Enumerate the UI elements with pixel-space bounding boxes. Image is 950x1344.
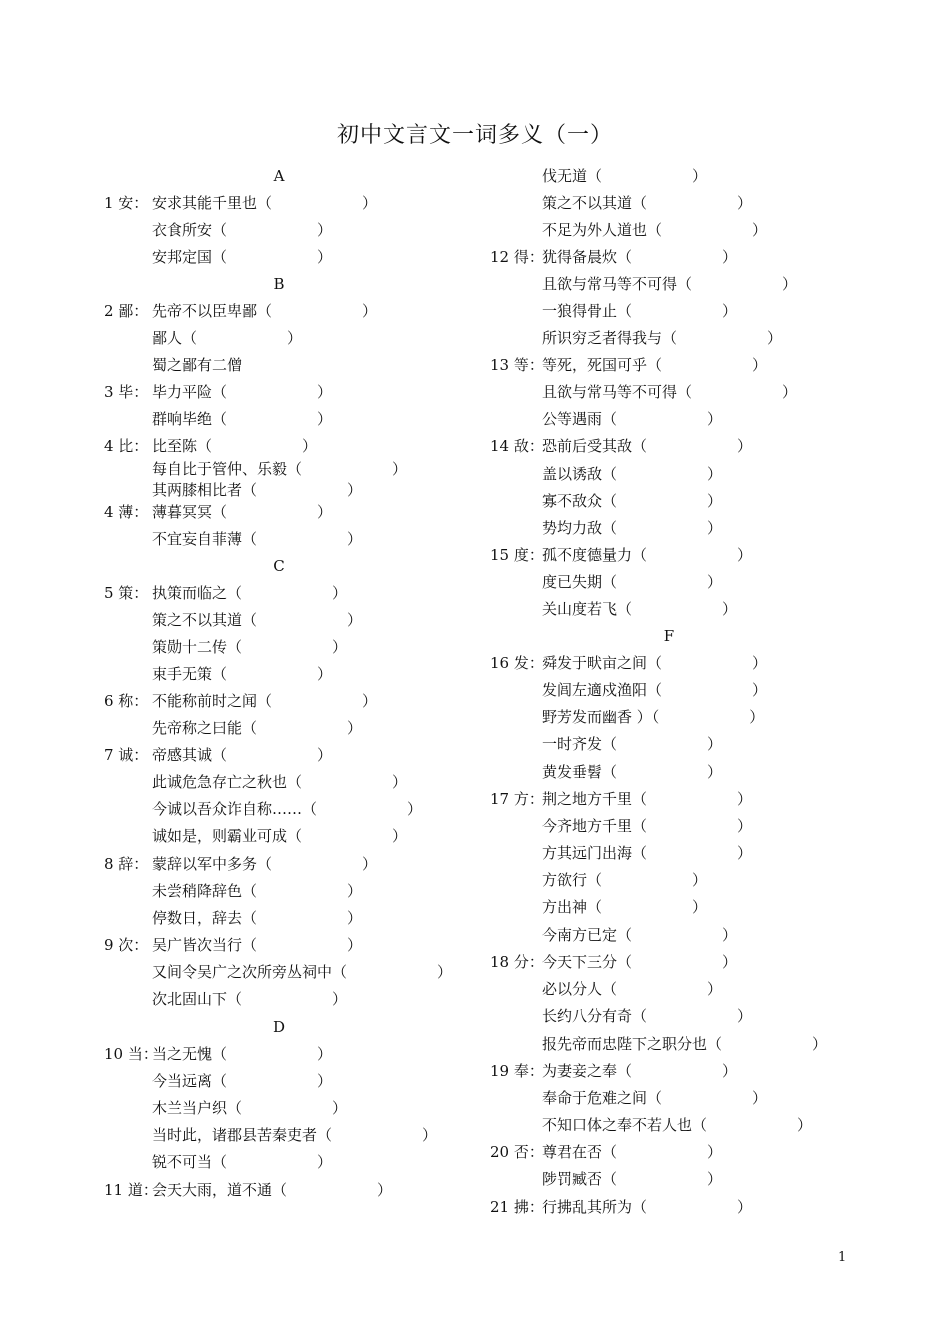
example-text: 鄙人（ ）: [152, 329, 303, 347]
example-text: 方出神（ ）: [542, 898, 708, 916]
example-text: 为妻妾之奉（ ）: [542, 1062, 738, 1080]
example-text: 伐无道（ ）: [542, 167, 708, 185]
example-text: 执策而临之（ ）: [152, 584, 348, 602]
example-text: 帝感其诚（ ）: [152, 746, 333, 764]
example-text: 关山度若飞（ ）: [542, 600, 738, 618]
entry-number: 12 得：: [490, 248, 544, 266]
example-text: 安邦定国（ ）: [152, 248, 333, 266]
example-text: 束手无策（ ）: [152, 665, 333, 683]
example-text: 等死，死国可乎（ ）: [542, 356, 768, 374]
example-text: 今当远离（ ）: [152, 1072, 333, 1090]
example-text: 孤不度德量力（ ）: [542, 546, 753, 564]
entry-number: 13 等：: [490, 356, 544, 374]
example-text: 荆之地方千里（ ）: [542, 790, 753, 808]
example-text: 会天大雨，道不通（ ）: [152, 1181, 393, 1199]
entry-number: 10 当：: [104, 1045, 158, 1063]
example-text: 发闾左適戍渔阳（ ）: [542, 681, 768, 699]
example-text: 野芳发而幽香 ）（ ）: [542, 708, 765, 726]
entry-number: 15 度：: [490, 546, 544, 564]
entry-number: 16 发：: [490, 654, 544, 672]
entry-number: 11 道：: [104, 1181, 158, 1199]
entry-number: 1 安：: [104, 194, 149, 212]
example-text: 所识穷乏者得我与（ ）: [542, 329, 783, 347]
entry-number: 4 比：: [104, 437, 149, 455]
entry-number: 21 拂：: [490, 1198, 544, 1216]
example-text: 尊君在否（ ）: [542, 1143, 723, 1161]
example-text: 此诚危急存亡之秋也（ ）: [152, 773, 408, 791]
example-text: 蒙辞以军中多务（ ）: [152, 855, 378, 873]
example-text: 策勋十二传（ ）: [152, 638, 348, 656]
example-text: 每自比于管仲、乐毅（ ）: [152, 460, 408, 478]
entry-number: 17 方：: [490, 790, 544, 808]
example-text: 策之不以其道（ ）: [152, 611, 363, 629]
example-text: 不足为外人道也（ ）: [542, 221, 768, 239]
example-text: 奉命于危难之间（ ）: [542, 1089, 768, 1107]
entry-number: 2 鄙：: [104, 302, 149, 320]
entry-number: 6 称：: [104, 692, 149, 710]
entry-number: 3 毕：: [104, 383, 149, 401]
example-text: 当之无愧（ ）: [152, 1045, 333, 1063]
example-text: 今齐地方千里（ ）: [542, 817, 753, 835]
example-text: 黄发垂髫（ ）: [542, 763, 723, 781]
example-text: 公等遇雨（ ）: [542, 410, 723, 428]
entry-number: 4 薄：: [104, 503, 149, 521]
example-text: 舜发于畎亩之间（ ）: [542, 654, 768, 672]
entry-number: 19 奉：: [490, 1062, 544, 1080]
example-text: 盖以诱敌（ ）: [542, 465, 723, 483]
example-text: 其两膝相比者（ ）: [152, 481, 363, 499]
example-text: 未尝稍降辞色（ ）: [152, 882, 363, 900]
example-text: 长约八分有奇（ ）: [542, 1007, 753, 1025]
example-text: 毕力平险（ ）: [152, 383, 333, 401]
example-text: 停数日，辞去（ ）: [152, 909, 363, 927]
example-text: 吴广皆次当行（ ）: [152, 936, 363, 954]
example-text: 当时此，诸郡县苦秦吏者（ ）: [152, 1126, 438, 1144]
example-text: 方其远门出海（ ）: [542, 844, 753, 862]
example-text: 诚如是，则霸业可成（ ）: [152, 827, 408, 845]
entry-number: 20 否：: [490, 1143, 544, 1161]
example-text: 锐不可当（ ）: [152, 1153, 333, 1171]
example-text: 薄暮冥冥（ ）: [152, 503, 333, 521]
entry-number: 18 分：: [490, 953, 544, 971]
example-text: 且欲与常马等不可得（ ）: [542, 383, 798, 401]
example-text: 一时齐发（ ）: [542, 735, 723, 753]
example-text: 度已失期（ ）: [542, 573, 723, 591]
example-text: 且欲与常马等不可得（ ）: [542, 275, 798, 293]
example-text: 木兰当户织（ ）: [152, 1099, 348, 1117]
example-text: 今诚以吾众诈自称……（ ）: [152, 800, 423, 818]
example-text: 今天下三分（ ）: [542, 953, 738, 971]
example-text: 又间令吴广之次所旁丛祠中（ ）: [152, 963, 453, 981]
example-text: 策之不以其道（ ）: [542, 194, 753, 212]
section-letter: A: [273, 167, 285, 185]
example-text: 方欲行（ ）: [542, 871, 708, 889]
page-number: 1: [838, 1250, 847, 1265]
example-text: 群响毕绝（ ）: [152, 410, 333, 428]
example-text: 先帝称之曰能（ ）: [152, 719, 363, 737]
example-text: 一狼得骨止（ ）: [542, 302, 738, 320]
example-text: 比至陈（ ）: [152, 437, 318, 455]
example-text: 安求其能千里也（ ）: [152, 194, 378, 212]
example-text: 报先帝而忠陛下之职分也（ ）: [542, 1035, 828, 1053]
example-text: 必以分人（ ）: [542, 980, 723, 998]
page-title: 初中文言文一词多义（一）: [336, 123, 613, 148]
entry-number: 7 诚：: [104, 746, 149, 764]
section-letter: D: [272, 1018, 286, 1036]
example-text: 恐前后受其敌（ ）: [542, 437, 753, 455]
example-text: 蜀之鄙有二僧: [152, 356, 243, 374]
example-text: 势均力敌（ ）: [542, 519, 723, 537]
example-text: 次北固山下（ ）: [152, 990, 348, 1008]
entry-number: 9 次：: [104, 936, 149, 954]
entry-number: 5 策：: [104, 584, 149, 602]
example-text: 陟罚臧否（ ）: [542, 1170, 723, 1188]
example-text: 衣食所安（ ）: [152, 221, 333, 239]
example-text: 先帝不以臣卑鄙（ ）: [152, 302, 378, 320]
example-text: 犹得备晨炊（ ）: [542, 248, 738, 266]
example-text: 不宜妄自菲薄（ ）: [152, 530, 363, 548]
section-letter: C: [273, 557, 285, 575]
example-text: 行拂乱其所为（ ）: [542, 1198, 753, 1216]
example-text: 寡不敌众（ ）: [542, 492, 723, 510]
entry-number: 14 敌：: [490, 437, 544, 455]
example-text: 今南方已定（ ）: [542, 926, 738, 944]
example-text: 不知口体之奉不若人也（ ）: [542, 1116, 813, 1134]
section-letter: F: [663, 627, 675, 645]
entry-number: 8 辞：: [104, 855, 149, 873]
section-letter: B: [273, 275, 285, 293]
example-text: 不能称前时之闻（ ）: [152, 692, 378, 710]
